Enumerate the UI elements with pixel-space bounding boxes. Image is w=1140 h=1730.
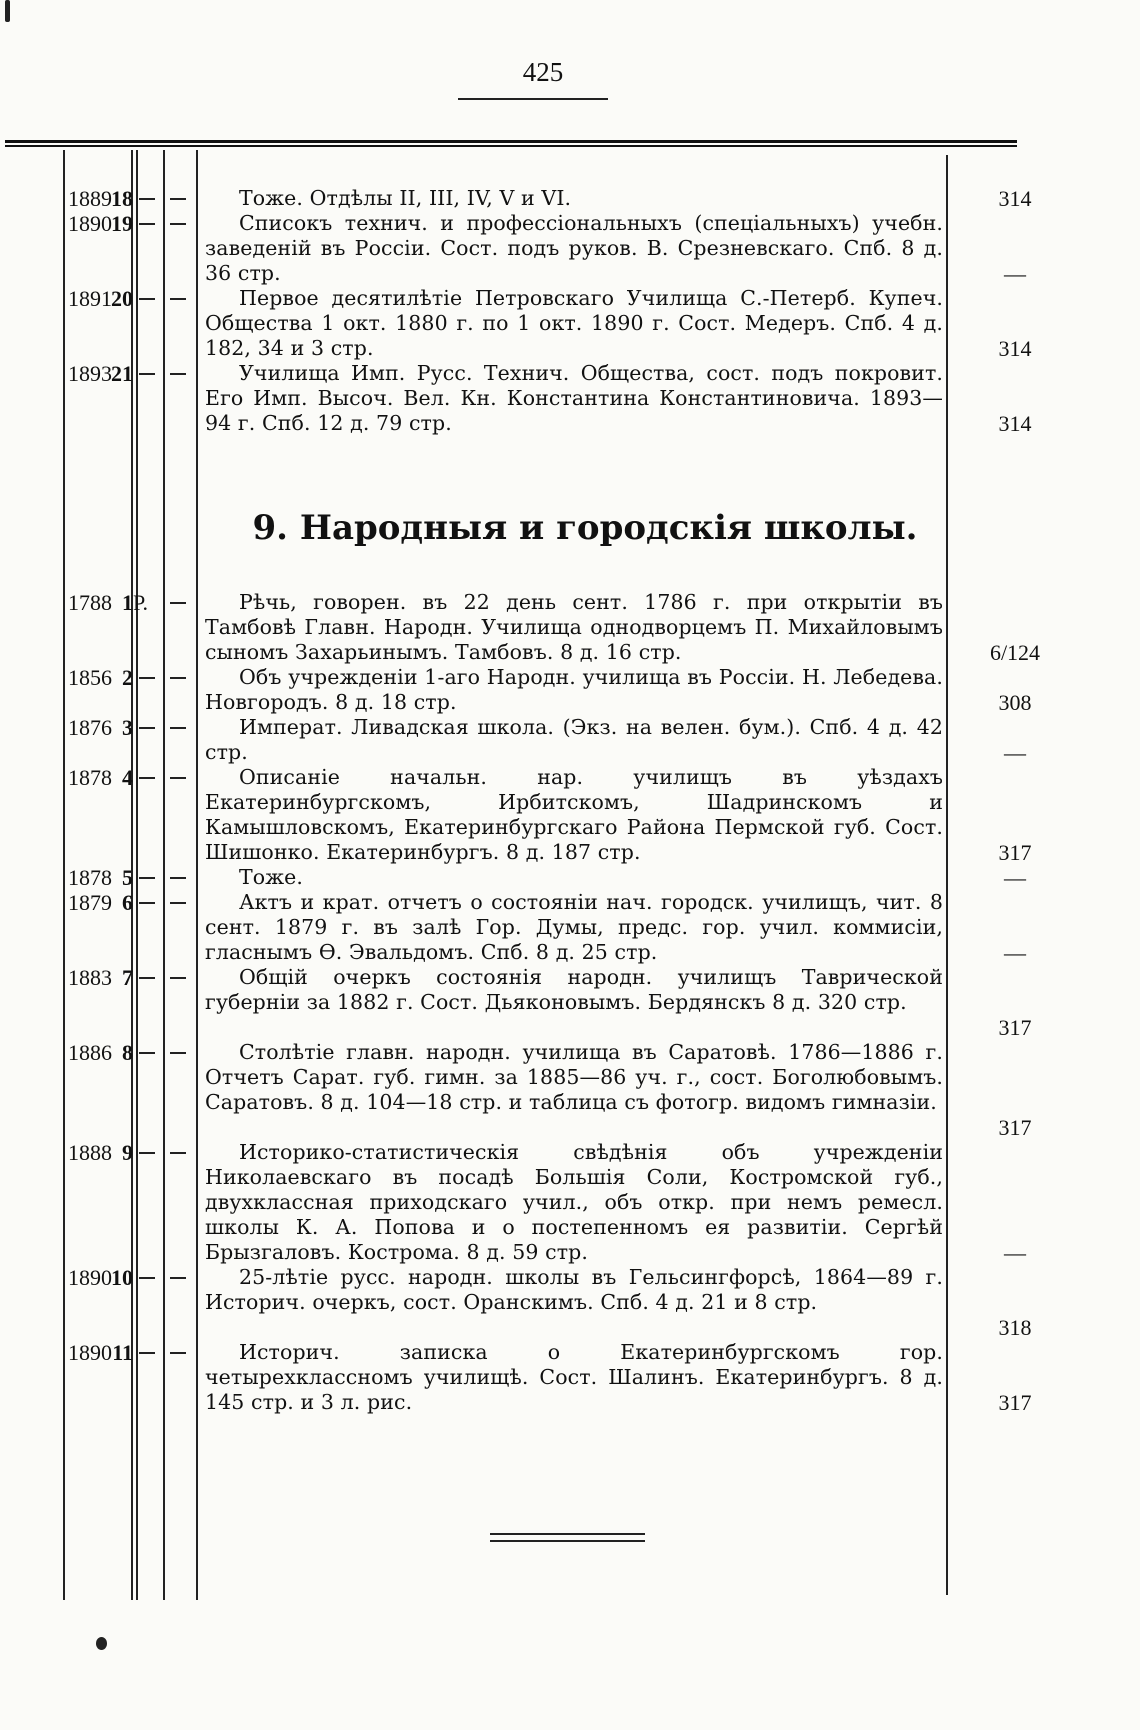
entry-number: 1 xyxy=(122,590,133,615)
entry-number: 8 xyxy=(122,1040,133,1065)
entry-reference: — xyxy=(1004,1240,1026,1265)
section-title: 9. Народныя и городскія школы. xyxy=(252,508,918,548)
empty-column-dash xyxy=(170,298,186,300)
empty-column-dash xyxy=(170,1277,186,1279)
empty-mark-dash xyxy=(139,1052,155,1054)
ink-speck xyxy=(96,1637,107,1650)
end-rule-bottom xyxy=(490,1540,645,1542)
empty-column-dash xyxy=(170,902,186,904)
entry-reference: 308 xyxy=(998,690,1032,715)
empty-mark-dash xyxy=(139,1152,155,1154)
empty-column-dash xyxy=(170,1352,186,1354)
entry-reference: — xyxy=(1004,261,1026,286)
entry-year: 1891 xyxy=(68,286,112,311)
entry-text: Актъ и крат. отчетъ о состояніи нач. городск. училищъ, чит. 8 сент. 1879 г. въ залѣ Гор. Думы, предс. гор. учил. коммисіи, гласнымъ Ѳ. Эвальдомъ. Спб. 8 д. 25 стр. xyxy=(205,890,943,964)
column-rule-ref xyxy=(946,155,948,1595)
column-rule-text xyxy=(196,150,198,1600)
entry-reference: 317 xyxy=(998,840,1032,865)
empty-column-dash xyxy=(170,977,186,979)
entry-number: 6 xyxy=(122,890,133,915)
entry-reference: 317 xyxy=(998,1115,1032,1140)
entry-year: 1879 xyxy=(68,890,112,915)
entry-reference: — xyxy=(1004,940,1026,965)
entry-mark: Р. xyxy=(133,590,148,615)
entry-year: 1890 xyxy=(68,1340,112,1365)
empty-column-dash xyxy=(170,223,186,225)
entry-text: Историко-статистическія свѣдѣнія объ учрежденіи Николаевскаго въ посадѣ Большія Соли, Костромской губ., двухклассная приходскаго учил., объ откр. при немъ ремесл. школы К. А. Попова и о постепенномъ ея развитіи. Сергѣй Брызгаловъ. Кострома. 8 д. 59 стр. xyxy=(205,1140,943,1264)
empty-column-dash xyxy=(170,877,186,879)
entry-reference: 317 xyxy=(998,1015,1032,1040)
entry-number: 11 xyxy=(112,1340,133,1365)
empty-column-dash xyxy=(170,198,186,200)
empty-mark-dash xyxy=(139,198,155,200)
entry-reference: 318 xyxy=(998,1315,1032,1340)
entry-year: 1883 xyxy=(68,965,112,990)
empty-column-dash xyxy=(170,373,186,375)
entry-number: 18 xyxy=(111,186,133,211)
empty-mark-dash xyxy=(139,223,155,225)
entry-reference: 314 xyxy=(998,186,1032,211)
entry-number: 21 xyxy=(111,361,133,386)
empty-mark-dash xyxy=(139,902,155,904)
entry-number: 20 xyxy=(111,286,133,311)
empty-mark-dash xyxy=(139,977,155,979)
empty-mark-dash xyxy=(139,1352,155,1354)
entry-year: 1886 xyxy=(68,1040,112,1065)
header-rule-second xyxy=(5,145,1017,147)
entry-text: Тоже. xyxy=(239,865,304,889)
entry-year: 1890 xyxy=(68,1265,112,1290)
entry-year: 1788 xyxy=(68,590,112,615)
entry-year: 1878 xyxy=(68,765,112,790)
entry-reference: 314 xyxy=(998,336,1032,361)
empty-column-dash xyxy=(170,727,186,729)
entry-text: Первое десятилѣтіе Петровскаго Училища С.-Петерб. Купеч. Общества 1 окт. 1880 г. по 1 окт. 1890 г. Сост. Медеръ. Спб. 4 д. 182, 34 и 3 стр. xyxy=(205,286,943,360)
entry-text: Императ. Ливадская школа. (Экз. на велен. бум.). Спб. 4 д. 42 стр. xyxy=(205,715,943,764)
empty-mark-dash xyxy=(139,677,155,679)
entry-reference: 314 xyxy=(998,411,1032,436)
entry-number: 19 xyxy=(111,211,133,236)
entry-year: 1876 xyxy=(68,715,112,740)
entry-reference: 6/124 xyxy=(989,640,1041,665)
entry-number: 9 xyxy=(122,1140,133,1165)
empty-column-dash xyxy=(170,602,186,604)
entry-text: Объ учрежденіи 1-аго Народн. училища въ Россіи. Н. Лебедева. Новгородъ. 8 д. 18 стр. xyxy=(205,665,943,714)
entry-text: Описаніе начальн. нар. училищъ въ уѣздахъ Екатеринбургскомъ, Ирбитскомъ, Шадринскомъ и Камышловскомъ, Екатеринбургскаго Района Пермской губ. Сост. Шишонко. Екатеринбургъ. 8 д. 187 стр. xyxy=(205,765,943,864)
empty-column-dash xyxy=(170,1052,186,1054)
entry-reference: 317 xyxy=(998,1390,1032,1415)
empty-column-dash xyxy=(170,1152,186,1154)
entry-text: Историч. записка о Екатеринбургскомъ гор. четырехклассномъ училищѣ. Сост. Шалинъ. Екатеринбургъ. 8 д. 145 стр. и 3 л. рис. xyxy=(205,1340,943,1414)
column-rule-number xyxy=(63,150,65,1600)
entry-text: 25-лѣтіе русс. народн. школы въ Гельсингфорсѣ, 1864—89 г. Историч. очеркъ, сост. Оранскимъ. Спб. 4 д. 21 и 8 стр. xyxy=(205,1265,943,1314)
empty-mark-dash xyxy=(139,777,155,779)
entry-reference: — xyxy=(1004,865,1026,890)
empty-column-dash xyxy=(170,777,186,779)
entry-year: 1893 xyxy=(68,361,112,386)
column-rule-year-double xyxy=(136,150,138,1600)
entry-number: 2 xyxy=(122,665,133,690)
entry-reference: — xyxy=(1004,740,1026,765)
entry-text: Рѣчь, говорен. въ 22 день сент. 1786 г. при открытіи въ Тамбовѣ Главн. Народн. Училища однодворцемъ П. Михайловымъ сыномъ Захарьинымъ. Тамбовъ. 8 д. 16 стр. xyxy=(205,590,943,664)
page-number: 425 xyxy=(522,57,564,87)
entry-number: 4 xyxy=(122,765,133,790)
entry-year: 1890 xyxy=(68,211,112,236)
entry-text: Тоже. Отдѣлы II, III, IV, V и VI. xyxy=(239,186,572,210)
page-edge-mark xyxy=(5,0,10,22)
entry-year: 1888 xyxy=(68,1140,112,1165)
header-rule xyxy=(5,140,1017,143)
entry-year: 1878 xyxy=(68,865,112,890)
entry-number: 3 xyxy=(122,715,133,740)
end-rule-top xyxy=(490,1533,645,1535)
entry-number: 5 xyxy=(122,865,133,890)
column-rule-mark xyxy=(163,150,165,1600)
entry-text: Училища Имп. Русс. Технич. Общества, сост. подъ покровит. Его Имп. Высоч. Вел. Кн. Константина Константиновича. 1893—94 г. Спб. 12 д. 79 стр. xyxy=(205,361,943,435)
empty-mark-dash xyxy=(139,727,155,729)
entry-year: 1889 xyxy=(68,186,112,211)
entry-text: Столѣтіе главн. народн. училища въ Саратовѣ. 1786—1886 г. Отчетъ Сарат. губ. гимн. за 1885—86 уч. г., сост. Боголюбовымъ. Саратовъ. 8 д. 104—18 стр. и таблица съ фотогр. видомъ гимназіи. xyxy=(205,1040,943,1114)
empty-column-dash xyxy=(170,677,186,679)
entry-number: 10 xyxy=(111,1265,133,1290)
entry-year: 1856 xyxy=(68,665,112,690)
empty-mark-dash xyxy=(139,298,155,300)
entry-text: Списокъ технич. и профессіональныхъ (спеціальныхъ) учебн. заведеній въ Россіи. Сост. подъ руков. В. Срезневскаго. Спб. 8 д. 36 стр. xyxy=(205,211,943,285)
entry-number: 7 xyxy=(122,965,133,990)
empty-mark-dash xyxy=(139,373,155,375)
empty-mark-dash xyxy=(139,877,155,879)
page-number-rule xyxy=(458,98,608,100)
empty-mark-dash xyxy=(139,1277,155,1279)
entry-text: Общій очеркъ состоянія народн. училищъ Таврической губерніи за 1882 г. Сост. Дьяконовымъ. Бердянскъ 8 д. 320 стр. xyxy=(205,965,943,1014)
